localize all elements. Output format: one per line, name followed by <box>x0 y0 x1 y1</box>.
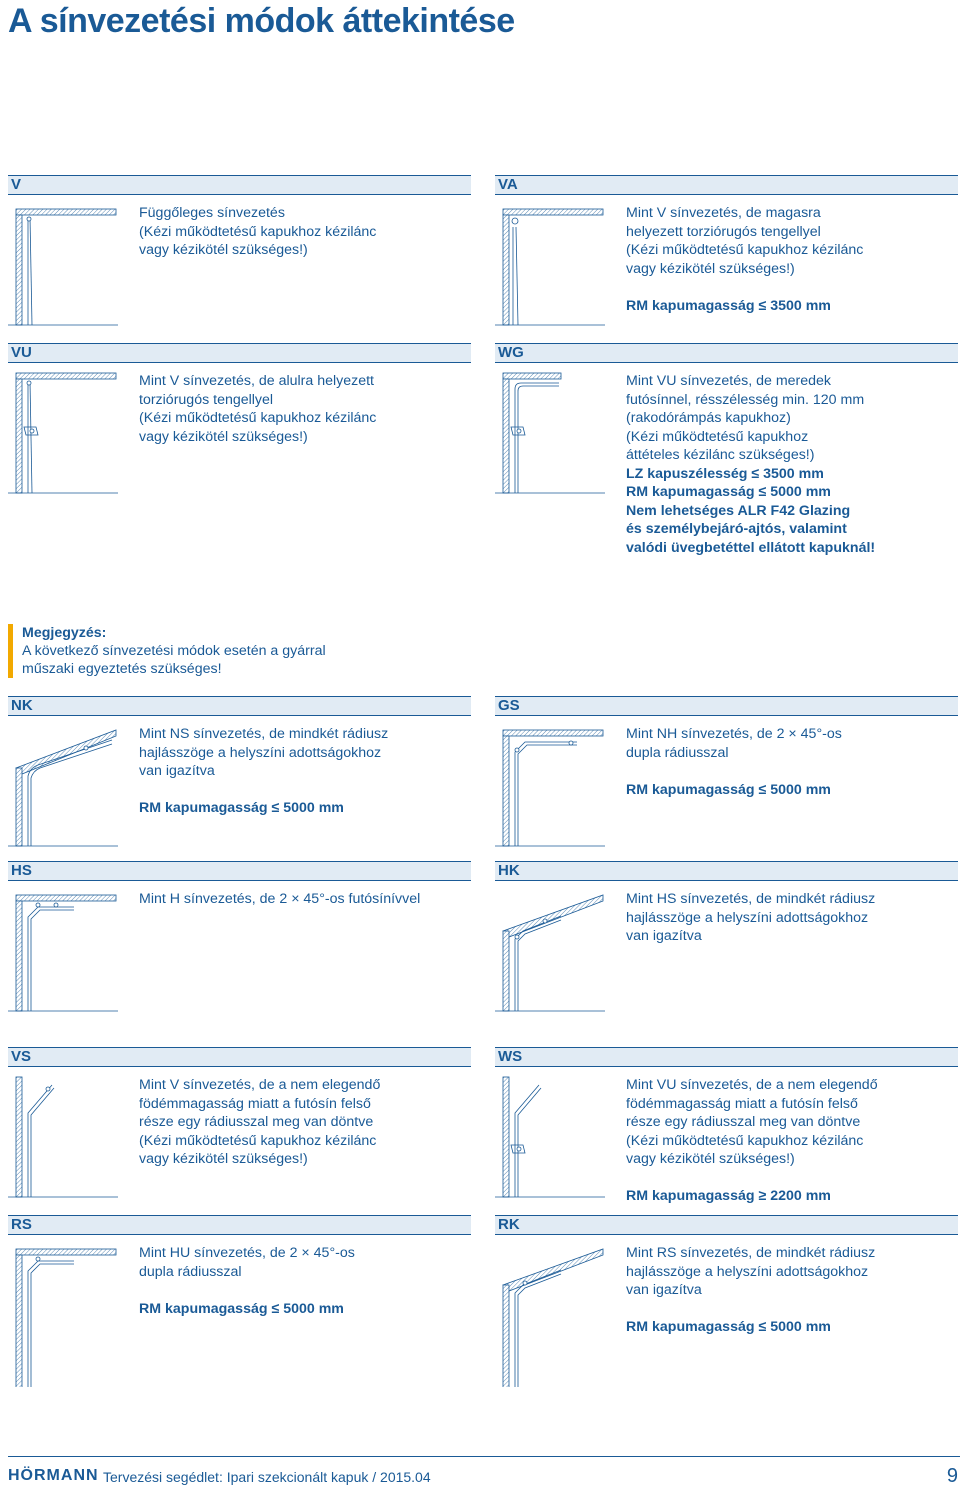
section-ws <box>495 1047 958 1204</box>
section-header <box>495 343 958 363</box>
description-line: része egy rádiusszal meg van döntve <box>139 1114 374 1130</box>
description-line: Mint V sínvezetés, de alulra helyezett <box>139 373 375 389</box>
description-line: Mint HS sínvezetés, de mindkét rádiusz <box>626 891 876 907</box>
description-line: RM kapumagasság ≤ 5000 mm <box>626 781 831 798</box>
description-line: Mint VU sínvezetés, de a nem elegendő <box>626 1077 878 1093</box>
description-line: vagy kézikötél szükséges!) <box>139 242 308 258</box>
section-description <box>139 1076 469 1169</box>
track-diagram-wg <box>495 365 605 495</box>
track-diagram-vu <box>8 365 118 495</box>
description-line: Mint NS sínvezetés, de mindkét rádiusz <box>139 726 389 742</box>
description-line: (rakodórámpás kapukhoz) <box>626 410 791 426</box>
section-description <box>626 372 956 557</box>
description-line: RM kapumagasság ≤ 5000 mm <box>139 1300 344 1317</box>
description-line: Mint VU sínvezetés, de meredek <box>626 373 832 389</box>
description-line: Függőleges sínvezetés <box>139 205 285 221</box>
description-line: Mint HU sínvezetés, de 2 × 45°-os <box>139 1245 355 1261</box>
section-description <box>626 204 956 315</box>
section-nk <box>8 696 471 846</box>
description-line: (Kézi működtetésű kapukhoz kézilánc <box>139 223 377 240</box>
description-line: RM kapumagasság ≤ 5000 mm <box>626 484 831 500</box>
section-header <box>8 175 471 195</box>
description-gap <box>626 1300 956 1319</box>
hormann-logo: HÖRMANN <box>8 1467 99 1484</box>
section-code: VA <box>498 176 518 193</box>
description-line: Nem lehetséges ALR F42 Glazing <box>626 502 851 519</box>
description-line: Mint V sínvezetés, de magasra <box>626 205 821 221</box>
description-gap <box>139 1281 469 1300</box>
section-code: HK <box>498 862 520 879</box>
section-header <box>495 1047 958 1067</box>
description-line: hajlásszöge a helyszíni adottságokhoz <box>626 1263 869 1280</box>
section-gs <box>495 696 958 846</box>
section-vs <box>8 1047 471 1197</box>
page-title: A sínvezetési módok áttekintése <box>8 2 515 40</box>
description-line: dupla rádiusszal <box>626 744 729 761</box>
description-line: RM kapumagasság ≥ 2200 mm <box>626 1188 831 1204</box>
description-line: vagy kézikötél szükséges!) <box>139 428 308 445</box>
description-gap <box>139 781 469 800</box>
section-v <box>8 175 471 325</box>
section-header <box>8 343 471 363</box>
section-header <box>8 1215 471 1235</box>
track-diagram-gs <box>495 718 605 848</box>
description-gap <box>626 762 956 781</box>
section-description <box>626 1076 956 1206</box>
section-code: GS <box>498 697 520 714</box>
description-line: RM kapumagasság ≤ 5000 mm <box>626 1319 831 1335</box>
section-header <box>495 696 958 716</box>
section-description <box>139 890 469 909</box>
section-description <box>139 372 469 446</box>
description-line: hajlásszöge a helyszíni adottságokhoz <box>626 909 869 926</box>
section-code: V <box>11 176 22 193</box>
note-box <box>8 624 326 678</box>
section-code: NK <box>11 697 33 714</box>
track-diagram-rs <box>8 1237 118 1387</box>
section-code: WS <box>498 1048 523 1065</box>
note-line: műszaki egyeztetés szükséges! <box>22 661 222 677</box>
description-line: Mint NH sínvezetés, de 2 × 45°-os <box>626 726 842 742</box>
description-line: födémmagasság miatt a futósín felső <box>139 1095 371 1112</box>
section-code: RS <box>11 1216 32 1233</box>
description-line: Mint RS sínvezetés, de mindkét rádiusz <box>626 1245 876 1261</box>
section-wg <box>495 343 958 558</box>
description-line: van igazítva <box>626 928 702 944</box>
description-gap <box>626 1169 956 1188</box>
section-description <box>139 204 469 260</box>
track-diagram-ws <box>495 1069 605 1199</box>
track-diagram-nk <box>8 718 118 848</box>
note-line: A következő sínvezetési módok esetén a gyárral <box>22 643 326 659</box>
page-number: 9 <box>946 1465 958 1487</box>
description-line: vagy kézikötél szükséges!) <box>139 1151 308 1167</box>
description-gap <box>626 278 956 297</box>
track-diagram-va <box>495 197 605 327</box>
track-diagram-hk <box>495 883 605 1013</box>
section-code: RK <box>498 1216 520 1233</box>
description-line: futósínnel, résszélesség min. 120 mm <box>626 391 865 408</box>
description-line: födémmagasság miatt a futósín felső <box>626 1095 858 1112</box>
section-rk <box>495 1215 958 1385</box>
section-code: VS <box>11 1048 32 1065</box>
description-line: része egy rádiusszal meg van döntve <box>626 1114 861 1130</box>
page-footer <box>8 1456 960 1490</box>
description-line: LZ kapuszélesség ≤ 3500 mm <box>626 465 824 482</box>
description-line: (Kézi működtetésű kapukhoz kézilánc <box>139 410 377 426</box>
section-va <box>495 175 958 325</box>
footer-text: Tervezési segédlet: Ipari szekcionált kapuk / 2015.04 <box>103 1469 431 1485</box>
section-header <box>495 1215 958 1235</box>
description-line: hajlásszöge a helyszíni adottságokhoz <box>139 744 382 761</box>
description-line: dupla rádiusszal <box>139 1263 242 1280</box>
section-header <box>8 1047 471 1067</box>
track-diagram-vs <box>8 1069 118 1199</box>
section-hk <box>495 861 958 1011</box>
note-title: Megjegyzés: <box>22 625 107 641</box>
description-line: van igazítva <box>626 1282 702 1298</box>
section-description <box>626 725 956 799</box>
description-line: RM kapumagasság ≤ 3500 mm <box>626 297 831 314</box>
section-description <box>139 725 469 818</box>
description-line: és személybejáró-ajtós, valamint <box>626 521 847 537</box>
description-line: vagy kézikötél szükséges!) <box>626 1151 795 1167</box>
section-description <box>626 890 956 946</box>
section-vu <box>8 343 471 493</box>
section-code: VU <box>11 344 32 361</box>
track-diagram-v <box>8 197 118 327</box>
description-line: vagy kézikötél szükséges!) <box>626 260 795 277</box>
description-line: valódi üvegbetéttel ellátott kapuknál! <box>626 539 876 556</box>
section-description <box>139 1244 469 1318</box>
section-header <box>8 861 471 881</box>
section-hs <box>8 861 471 1011</box>
section-header <box>495 175 958 195</box>
section-code: HS <box>11 862 32 879</box>
track-diagram-rk <box>495 1237 605 1387</box>
section-code: WG <box>498 344 524 361</box>
track-diagram-hs <box>8 883 118 1013</box>
section-header <box>8 696 471 716</box>
section-description <box>626 1244 956 1337</box>
description-line: RM kapumagasság ≤ 5000 mm <box>139 800 344 816</box>
section-header <box>495 861 958 881</box>
description-line: (Kézi működtetésű kapukhoz kézilánc <box>139 1132 377 1149</box>
section-rs <box>8 1215 471 1385</box>
description-line: (Kézi működtetésű kapukhoz kézilánc <box>626 1132 864 1149</box>
description-line: (Kézi működtetésű kapukhoz <box>626 428 809 445</box>
description-line: (Kézi működtetésű kapukhoz kézilánc <box>626 242 864 258</box>
description-line: Mint H sínvezetés, de 2 × 45°-os futósínívvel <box>139 891 421 907</box>
description-line: Mint V sínvezetés, de a nem elegendő <box>139 1077 381 1093</box>
description-line: áttételes kézilánc szükséges!) <box>626 447 815 463</box>
description-line: torziórugós tengellyel <box>139 391 274 408</box>
description-line: van igazítva <box>139 763 215 779</box>
description-line: helyezett torziórugós tengellyel <box>626 223 821 240</box>
